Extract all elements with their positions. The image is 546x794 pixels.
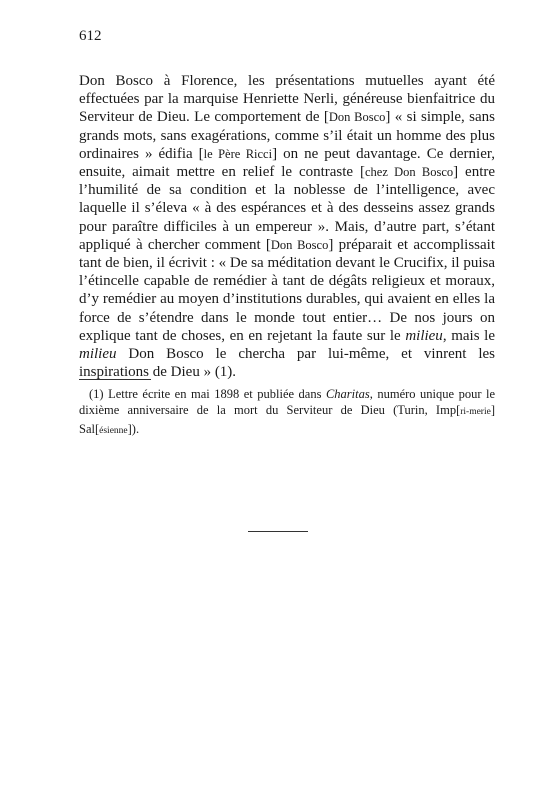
text-run: ]). xyxy=(127,421,140,436)
text-run: , numéro unique pour le dixième anniversaire de la mort du Serviteur de Dieu (Turin, Imp[ xyxy=(79,387,496,418)
editorial-insertion: chez Don Bosco xyxy=(364,165,454,180)
italic-title: Charitas xyxy=(325,387,370,401)
text-run: ] on ne peut davantage. Ce dernier, ensuite, aimait mettre en relief le contraste [ xyxy=(79,145,495,181)
text-run: , mais le xyxy=(442,327,495,344)
italic-term: milieu xyxy=(405,327,443,344)
editorial-insertion: Don Bosco xyxy=(328,110,386,125)
editorial-insertion: le Père Ricci xyxy=(203,146,273,161)
body-paragraph xyxy=(79,72,495,381)
italic-term: milieu xyxy=(79,346,117,363)
footnote-paragraph xyxy=(79,386,495,439)
footnote-separator xyxy=(79,379,151,380)
text-run: ] entre l’humilité de sa condition et la noblesse de l’intelligence, avec laquelle il s’éleva « à des espérances et à des desseins assez grands pour paraître difficiles à un empereur ». Mais, d’autre part, s’étant appliqué à chercher comment [ xyxy=(79,164,496,253)
text-run: ] Sal[ xyxy=(79,403,495,436)
text-run: (1) Lettre écrite en mai 1898 et publiée dans xyxy=(89,387,326,401)
editorial-insertion: ri-merie xyxy=(460,407,491,418)
text-run: ] « si simple, sans grands mots, sans exagérations, comme s’il était un homme des plus ordinaires » édifia [ xyxy=(79,109,495,162)
page-number: 612 xyxy=(79,28,102,44)
text-run: Don Bosco à Florence, les présentations mutuelles ayant été effectuées par la marquise Henriette Nerli, généreuse bienfaitrice du Serviteur de Dieu. Le comportement de [ xyxy=(79,73,495,126)
body-text xyxy=(79,72,495,381)
footnote xyxy=(79,386,495,439)
text-run: Don Bosco le chercha par lui-même, et vinrent les inspirations de Dieu » (1). xyxy=(79,346,495,381)
editorial-insertion: Don Bosco xyxy=(270,237,329,252)
end-separator xyxy=(248,531,308,532)
text-run: ] préparait et accomplissait tant de bien, il écrivit : « De sa méditation devant le Crucifix, il puisa l’étincelle capable de remédier à tant de dégâts religieux et moraux, d’y remédier au moyen d’institutions durables, qui avaient en elles la force de s’étendre dans le monde tout entier… De nos jours on explique tant de choses, en en rejetant la faute sur le xyxy=(79,236,495,344)
editorial-insertion: ésienne xyxy=(99,425,128,436)
